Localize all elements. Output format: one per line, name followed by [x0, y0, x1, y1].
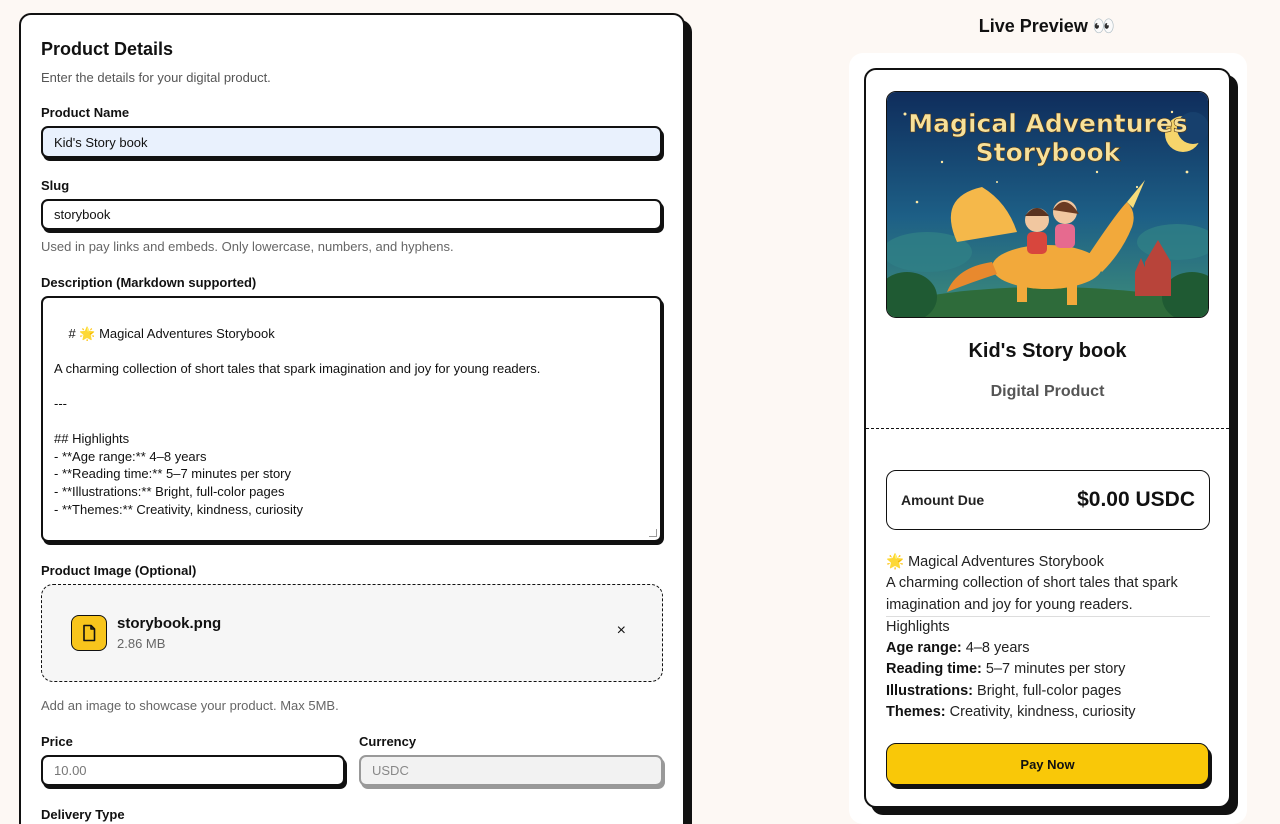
image-help: Add an image to showcase your product. Max 5MB.: [41, 698, 339, 713]
product-image-label: Product Image (Optional): [41, 563, 197, 578]
preview-title: Live Preview 👀: [978, 16, 1116, 36]
slug-value: storybook: [54, 207, 111, 222]
file-name: storybook.png: [117, 615, 222, 632]
highlight-item: [886, 702, 1210, 723]
slug-label: Slug: [41, 178, 70, 193]
image-title-line2: Storybook: [975, 138, 1121, 167]
highlight-key: Age range:: [886, 640, 962, 657]
description-textarea[interactable]: [41, 296, 662, 542]
product-name-input[interactable]: [41, 126, 662, 158]
highlight-key: Illustrations:: [886, 682, 974, 699]
image-dropzone[interactable]: [41, 584, 663, 682]
desc-intro: A charming collection of short tales that spark imagination and joy for young readers.: [886, 575, 1178, 613]
highlight-key: Reading time:: [886, 661, 982, 678]
file-size: 2.86 MB: [117, 636, 166, 651]
currency-input[interactable]: [359, 755, 663, 786]
pay-now-button[interactable]: Pay Now: [886, 743, 1209, 785]
desc-heading: 🌟 Magical Adventures Storybook: [886, 554, 1104, 570]
product-name-value: Kid's Story book: [54, 134, 148, 150]
product-name-label: Product Name: [41, 105, 130, 120]
price-input[interactable]: [41, 755, 345, 786]
checkout-preview-card: [864, 68, 1231, 808]
amount-due-value: $0.00 USDC: [1077, 488, 1195, 511]
preview-description: [886, 552, 1210, 723]
image-title-line1: Magical Adventures: [908, 109, 1188, 138]
highlight-value: 5–7 minutes per story: [985, 661, 1126, 678]
delivery-type-label: Delivery Type: [41, 807, 125, 822]
divider: [866, 428, 1229, 429]
price-placeholder: 10.00: [54, 763, 87, 778]
file-icon: [71, 615, 107, 651]
currency-label: Currency: [359, 734, 417, 749]
description-value: # 🌟 Magical Adventures Storybook A charming collection of short tales that spark imagination and joy for young readers. --- ## Highlights - **Age range:** 4–8 years - **Reading time:** 5–7 minutes per story - **Illustrations:** Bright, full-color pages - **Themes:** Creativity, kindness, curiosity: [54, 325, 541, 517]
currency-placeholder: USDC: [372, 763, 409, 778]
preview-product-name: Kid's Story book: [968, 340, 1127, 362]
highlight-value: Bright, full-color pages: [977, 682, 1122, 699]
desc-highlights-heading: Highlights: [886, 618, 950, 635]
highlight-item: [886, 638, 1210, 659]
highlight-key: Themes:: [886, 704, 946, 721]
description-label: Description (Markdown supported): [41, 275, 257, 290]
preview-product-type: Digital Product: [990, 383, 1105, 400]
product-image: [886, 91, 1209, 318]
highlight-value: 4–8 years: [965, 640, 1030, 657]
amount-due-box: [886, 470, 1210, 530]
highlight-item: [886, 681, 1210, 702]
highlight-item: [886, 659, 1210, 680]
slug-input[interactable]: [41, 199, 662, 230]
close-icon[interactable]: ×: [616, 622, 626, 639]
price-label: Price: [41, 734, 73, 749]
highlight-value: Creativity, kindness, curiosity: [949, 704, 1136, 721]
resize-handle[interactable]: [649, 529, 657, 537]
product-details-form: [19, 13, 685, 824]
slug-help: Used in pay links and embeds. Only lowercase, numbers, and hyphens.: [41, 239, 454, 254]
form-title: Product Details: [41, 39, 174, 59]
form-subtitle: Enter the details for your digital product.: [41, 70, 271, 85]
amount-due-label: Amount Due: [901, 492, 985, 508]
